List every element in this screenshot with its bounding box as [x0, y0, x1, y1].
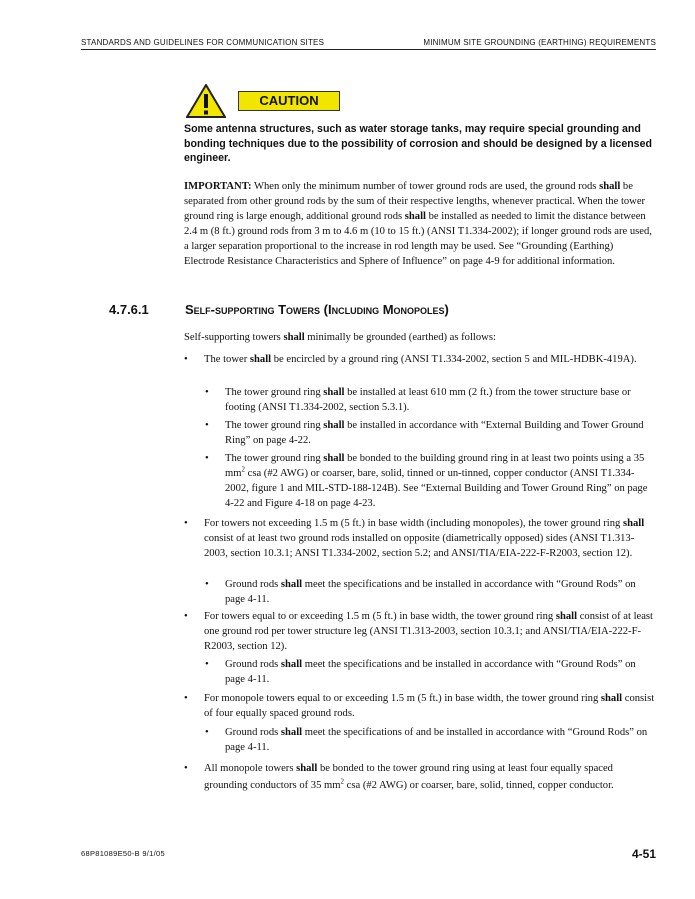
- section-title: Self-supporting Towers (Including Monopoles): [185, 302, 449, 317]
- list-item: • Ground rods shall meet the specifications of and be installed in accordance with “Ground Rods” on page 4-11.: [205, 727, 648, 753]
- document-id: 68P81089E50-B 9/1/05: [81, 849, 165, 858]
- list-item: • The tower ground ring shall be installed at least 610 mm (2 ft.) from the tower structure base or footing (ANSI T1.334-2002, section 5.3.1).: [205, 387, 631, 413]
- list-item: • The tower ground ring shall be bonded to the building ground ring in at least two points using a 35 $mm^2$ csa (#2 AWG) or coarser, bare, solid, tinned or un-tinned, copper conductor (ANSI T1.334-2002, figure 1 and MIL-STD-188-124B). See “External Building and Tower Ground Ring” on page 4-22 and Figure 4-18 on page 4-23.: [205, 453, 648, 509]
- list-item: • For monopole towers equal to or exceeding 1.5 m (5 ft.) in base width, the tower ground ring shall consist of four equally spaced ground rods.: [184, 693, 655, 719]
- caution-text: Some antenna structures, such as water storage tanks, may require special grounding and bonding techniques due to the possibility of corrosion and should be designed by a licensed engineer.: [184, 123, 652, 164]
- header-left: STANDARDS AND GUIDELINES FOR COMMUNICATION SITES: [81, 38, 325, 47]
- important-label: IMPORTANT:: [184, 181, 252, 192]
- header-right: MINIMUM SITE GROUNDING (EARTHING) REQUIREMENTS: [423, 38, 656, 47]
- section-heading: [109, 302, 669, 320]
- list-item: • For towers equal to or exceeding 1.5 m (5 ft.) in base width, the tower ground ring shall consist of at least one ground rod per tower structure leg (ANSI T1.313-2003, section 10.3.1; and ANSI/TIA/EIA-222-F-R2003, section 12).: [184, 611, 653, 652]
- list-item: • For towers not exceeding 1.5 m (5 ft.) in base width (including monopoles), the tower ground ring shall consist of at least two ground rods installed on opposite (diametrically opposed) sides (ANSI T1.313-2003, section 10.3.1; ANSI T1.334-2002, section 5.2; and ANSI/TIA/EIA-222-F-R2003, section 12).: [184, 518, 645, 559]
- list-item: • All monopole towers shall be bonded to the tower ground ring using at least four equally spaced grounding conductors of 35 $mm^2$ csa (#2 AWG) or coarser, bare, solid, tinned, copper conductor.: [184, 763, 614, 791]
- list-item: • The tower ground ring shall be installed in accordance with “External Building and Tower Ground Ring” on page 4-22.: [205, 420, 644, 446]
- important-paragraph: IMPORTANT: When only the minimum number of tower ground rods are used, the ground rods shall be separated from other ground rods by the sum of their respective lengths, whenever practical. When the tower ground ring is large enough, additional ground rods shall be installed as needed to limit the distance between 2.4 m (8 ft.) ground rods from 3 m to 4.6 m (10 to 15 ft.) (ANSI T1.334-2002); if longer ground rods are used, a larger separation proportional to the increase in rod length may be used. See “Grounding (Earthing) Electrode Resistance Characteristics and Sphere of Influence” on page 4-9 for additional information.: [184, 181, 652, 267]
- list-item: • Ground rods shall meet the specifications and be installed in accordance with “Ground Rods” on page 4-11.: [205, 659, 636, 685]
- section-intro: Self-supporting towers shall minimally be grounded (earthed) as follows:: [184, 332, 496, 343]
- list-item: • The tower shall be encircled by a ground ring (ANSI T1.334-2002, section 5 and MIL-HDBK-419A).: [184, 354, 637, 365]
- page-number: 4-51: [631, 847, 656, 861]
- list-item: • Ground rods shall meet the specifications and be installed in accordance with “Ground Rods” on page 4-11.: [205, 579, 636, 605]
- caution-label: CAUTION: [238, 91, 340, 111]
- section-number: 4.7.6.1: [109, 302, 149, 317]
- warning-triangle-icon: [186, 84, 226, 118]
- page-footer: [81, 847, 656, 863]
- caution-notice: [186, 84, 346, 118]
- header-rule: [81, 49, 656, 50]
